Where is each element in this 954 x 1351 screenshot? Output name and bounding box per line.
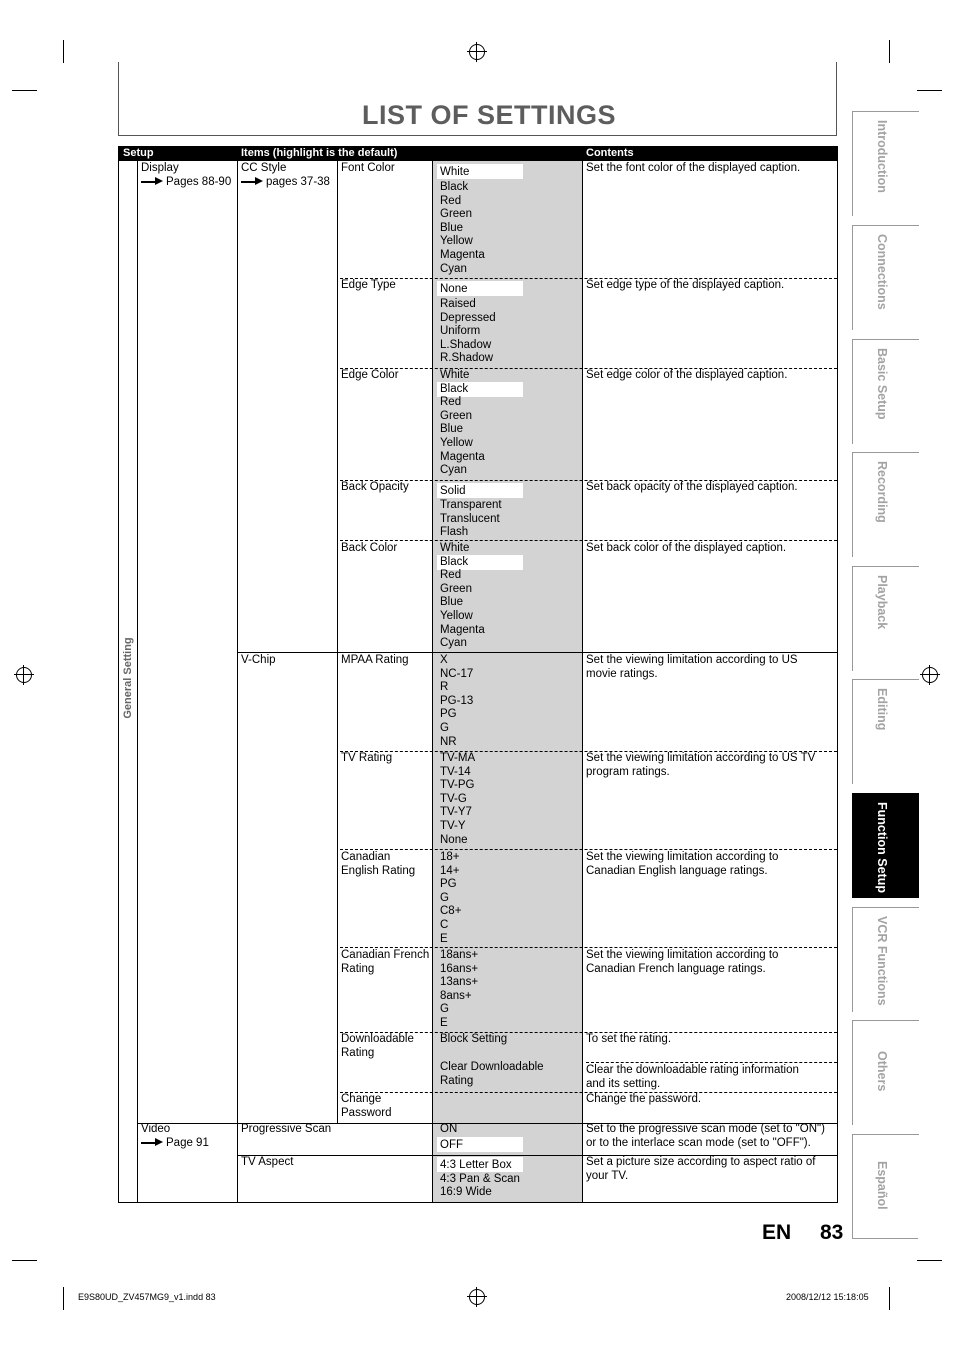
tab-playback[interactable] <box>852 566 919 671</box>
table-border <box>837 146 838 1203</box>
option: Cyan <box>440 464 467 477</box>
contents-line: Set edge type of the displayed caption. <box>586 279 785 291</box>
option: 18+ <box>440 851 460 863</box>
contents-line: To set the rating. <box>586 1033 672 1045</box>
option: 16ans+ <box>440 962 479 975</box>
option: TV-PG <box>440 779 475 792</box>
option: PG-13 <box>440 694 474 707</box>
contents-line: Canadian French language ratings. <box>586 962 766 975</box>
crop-mark <box>889 1287 890 1310</box>
category-video <box>141 1123 209 1150</box>
option: NC-17 <box>440 667 474 680</box>
option: None <box>440 833 468 846</box>
option: Red <box>440 194 462 207</box>
option: Translucent <box>440 512 500 525</box>
table-divider <box>337 161 338 1124</box>
option-list <box>440 1159 520 1200</box>
item-label: Rating <box>341 962 375 975</box>
option: E <box>440 932 448 945</box>
arrow-right-icon <box>141 177 163 186</box>
option: Black <box>440 382 469 395</box>
option: White <box>440 542 470 554</box>
table-border <box>118 1202 838 1203</box>
crop-mark <box>12 1260 37 1261</box>
contents-line: and its setting. <box>586 1078 661 1090</box>
item-label: English Rating <box>341 864 416 877</box>
option: Yellow <box>440 436 473 449</box>
option: TV-14 <box>440 765 471 778</box>
language-code: EN <box>762 1221 792 1244</box>
category-pages: Pages 88-90 <box>166 175 232 188</box>
contents-line: or to the interlace scan mode (set to "OFF"). <box>586 1136 811 1149</box>
general-setting-label: General Setting <box>122 637 134 719</box>
tab-label: Connections <box>875 234 889 310</box>
contents-line: Set the viewing limitation according to <box>586 949 779 961</box>
option: 8ans+ <box>440 989 472 1002</box>
contents-change-password <box>586 1093 701 1107</box>
contents-line: Set edge color of the displayed caption. <box>586 369 788 381</box>
contents-line: Set back opacity of the displayed caption. <box>586 481 798 493</box>
option: Uniform <box>440 325 481 338</box>
tab-label: Function Setup <box>875 802 889 893</box>
registration-mark-icon <box>16 667 32 683</box>
item-label: Password <box>341 1106 392 1119</box>
contents-line: Set the viewing limitation according to US TV <box>586 752 816 764</box>
item-label: TV Rating <box>341 752 393 764</box>
option-list <box>440 1033 507 1047</box>
tab-bottom-line <box>852 1238 918 1239</box>
option: Magenta <box>440 623 485 636</box>
option: 13ans+ <box>440 976 479 989</box>
tab-introduction[interactable] <box>852 111 919 216</box>
option: Rating <box>440 1074 474 1087</box>
option-list <box>440 949 478 1031</box>
option: Yellow <box>440 609 473 622</box>
option: Red <box>440 569 462 582</box>
option: Blue <box>440 596 464 609</box>
subcategory-label: CC Style <box>241 162 287 174</box>
option: Cyan <box>440 637 467 650</box>
option-list <box>440 654 473 749</box>
page-number: 83 <box>820 1221 844 1244</box>
tab-label: Others <box>875 1051 889 1092</box>
option: NR <box>440 735 457 748</box>
option-list <box>440 1123 463 1152</box>
contents-mpaa-rating <box>586 654 798 681</box>
option: E <box>440 1016 448 1029</box>
item-change-password <box>341 1093 392 1120</box>
option: OFF <box>440 1138 463 1151</box>
subcategory-vchip: V-Chip <box>241 654 276 666</box>
header-items: Items (highlight is the default) <box>237 146 582 161</box>
table-border <box>118 146 119 1203</box>
option: 16:9 Wide <box>440 1186 492 1199</box>
tab-espanol[interactable] <box>852 1134 919 1239</box>
option: TV-G <box>440 792 467 805</box>
option: TV-Y7 <box>440 806 472 819</box>
option: Block Setting <box>440 1033 508 1045</box>
option-list <box>440 542 485 651</box>
table-divider <box>582 161 583 1203</box>
option: Flash <box>440 526 469 539</box>
item-label: Canadian <box>341 851 391 863</box>
option: 4:3 Pan & Scan <box>440 1172 520 1185</box>
subcategory-tv-aspect: TV Aspect <box>241 1156 294 1168</box>
header-contents: Contents <box>582 146 837 161</box>
item-downloadable-rating <box>341 1033 414 1060</box>
registration-mark-icon <box>469 44 485 60</box>
item-label: Edge Color <box>341 369 399 381</box>
contents-line: Clear the downloadable rating information <box>586 1064 799 1076</box>
row-divider <box>340 947 837 948</box>
tab-label: Editing <box>875 688 889 731</box>
option: PG <box>440 708 457 721</box>
registration-mark-icon <box>922 667 938 683</box>
contents-progressive-scan <box>586 1123 825 1150</box>
item-label: Canadian French <box>341 949 430 961</box>
tab-label: Basic Setup <box>875 348 889 420</box>
category-pages: Page 91 <box>166 1136 209 1149</box>
option: Clear Downloadable <box>440 1061 544 1073</box>
option: ON <box>440 1123 458 1135</box>
item-back-opacity <box>341 481 409 495</box>
tab-label: Playback <box>875 575 889 630</box>
option: Magenta <box>440 450 485 463</box>
item-edge-type <box>341 279 396 293</box>
option-list <box>440 282 496 366</box>
contents-canadian-french-rating <box>586 949 778 976</box>
option: X <box>440 654 448 666</box>
option: R.Shadow <box>440 352 494 365</box>
item-label: MPAA Rating <box>341 654 409 666</box>
contents-line: Set the font color of the displayed caption. <box>586 162 801 174</box>
contents-back-opacity <box>586 481 798 495</box>
contents-line: movie ratings. <box>586 667 658 680</box>
item-font-color <box>341 162 395 176</box>
option: G <box>440 721 449 734</box>
option: Black <box>440 555 469 568</box>
arrow-right-icon <box>141 1138 163 1147</box>
option: 18ans+ <box>440 949 479 961</box>
tab-connections[interactable] <box>852 225 919 330</box>
contents-line: Set to the progressive scan mode (set to "ON") <box>586 1123 825 1135</box>
option: Cyan <box>440 262 467 275</box>
option: Blue <box>440 221 464 234</box>
page-title: LIST OF SETTINGS <box>362 100 617 130</box>
contents-line: Set back color of the displayed caption. <box>586 542 787 554</box>
option: Transparent <box>440 499 502 511</box>
contents-tv-aspect <box>586 1156 815 1183</box>
tab-label: Recording <box>875 461 889 523</box>
crop-mark <box>917 1260 942 1261</box>
option-list <box>440 165 485 276</box>
crop-mark <box>63 40 64 63</box>
option: White <box>440 166 470 178</box>
item-label: Back Opacity <box>341 481 409 493</box>
contents-canadian-english-rating <box>586 851 778 878</box>
option: Green <box>440 208 472 221</box>
registration-mark-icon <box>469 1289 485 1305</box>
option: Black <box>440 181 469 193</box>
footer-timestamp: 2008/12/12 15:18:05 <box>786 1292 869 1302</box>
option: PG <box>440 878 457 891</box>
contents-line: Canadian English language ratings. <box>586 864 768 877</box>
item-label: Back Color <box>341 542 398 554</box>
contents-line: Set the viewing limitation according to US <box>586 654 798 666</box>
tab-others[interactable] <box>852 1020 919 1125</box>
option: Yellow <box>440 235 473 248</box>
option: Red <box>440 396 462 409</box>
table-divider <box>237 161 238 1203</box>
contents-line: Change the password. <box>586 1093 702 1105</box>
contents-line: Set a picture size according to aspect ratio of <box>586 1156 816 1168</box>
option: Magenta <box>440 248 485 261</box>
subcategory-progressive-scan: Progressive Scan <box>241 1123 332 1135</box>
row-divider <box>340 540 837 541</box>
category-display <box>141 162 231 189</box>
tab-recording[interactable] <box>852 452 919 557</box>
option: Depressed <box>440 311 496 324</box>
item-canadian-english-rating <box>341 851 415 878</box>
crop-mark <box>917 90 942 91</box>
option: Raised <box>440 298 476 310</box>
footer-file: E9S80UD_ZV457MG9_v1.indd 83 <box>78 1292 216 1302</box>
contents-line: your TV. <box>586 1169 629 1182</box>
tab-function-setup[interactable] <box>852 793 919 898</box>
item-label: Rating <box>341 1046 375 1059</box>
contents-edge-type <box>586 279 784 293</box>
option: G <box>440 1003 449 1016</box>
tab-label: Español <box>875 1161 889 1210</box>
tab-vcr-functions[interactable] <box>852 907 919 1012</box>
item-edge-color <box>341 369 399 383</box>
item-label: Edge Type <box>341 279 396 291</box>
tab-basic-setup[interactable] <box>852 339 919 444</box>
item-label: Downloadable <box>341 1033 414 1045</box>
subcategory-pages: pages 37-38 <box>266 175 330 188</box>
table-divider <box>237 652 838 653</box>
option: TV-MA <box>440 752 476 764</box>
item-back-color <box>341 542 397 556</box>
option-list <box>440 1061 544 1088</box>
option-list <box>440 484 502 540</box>
crop-mark <box>63 1287 64 1310</box>
header-setup: Setup <box>119 146 237 161</box>
item-label: Change <box>341 1093 382 1105</box>
option: None <box>440 283 468 295</box>
option: Solid <box>440 485 466 497</box>
row-divider <box>340 849 837 850</box>
item-tv-rating <box>341 752 392 766</box>
item-label: Font Color <box>341 162 395 174</box>
option: C <box>440 918 449 931</box>
contents-back-color <box>586 542 786 556</box>
crop-mark <box>889 40 890 63</box>
option: 4:3 Letter Box <box>440 1159 512 1171</box>
option: Green <box>440 582 472 595</box>
item-canadian-french-rating <box>341 949 429 976</box>
option: L.Shadow <box>440 338 492 351</box>
option-list <box>440 851 461 946</box>
tab-label: Introduction <box>875 120 889 193</box>
option-list <box>440 752 475 847</box>
contents-line: program ratings. <box>586 765 670 778</box>
tab-editing[interactable] <box>852 679 919 784</box>
tab-label: VCR Functions <box>875 916 889 1006</box>
option: G <box>440 891 449 904</box>
table-divider <box>137 161 138 1203</box>
option: R <box>440 681 449 694</box>
contents-line: Set the viewing limitation according to <box>586 851 779 863</box>
option: TV-Y <box>440 819 466 832</box>
option: 14+ <box>440 864 460 877</box>
table-divider <box>432 161 433 1203</box>
contents-tv-rating <box>586 752 815 779</box>
crop-mark <box>12 90 37 91</box>
option: Green <box>440 409 472 422</box>
option-list <box>440 369 485 478</box>
contents-clear-downloadable-rating <box>586 1063 799 1091</box>
contents-edge-color <box>586 369 787 383</box>
category-label: Video <box>141 1123 171 1135</box>
option: C8+ <box>440 905 462 918</box>
subcategory-cc-style <box>241 162 330 189</box>
option: White <box>440 369 470 381</box>
item-mpaa-rating <box>341 654 409 668</box>
contents-downloadable-rating <box>586 1033 671 1047</box>
category-label: Display <box>141 162 179 174</box>
option: Blue <box>440 423 464 436</box>
arrow-right-icon <box>241 177 263 186</box>
contents-font-color <box>586 162 800 176</box>
